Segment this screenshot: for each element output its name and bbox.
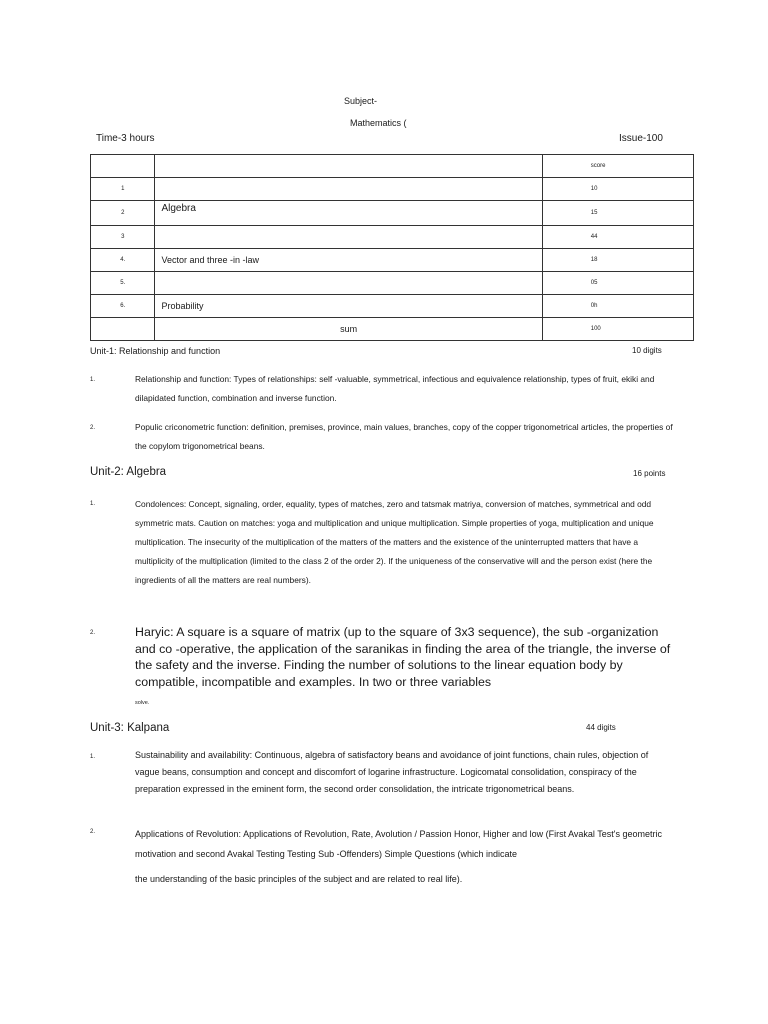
row-score: 10 bbox=[542, 178, 693, 201]
score-header: score bbox=[542, 155, 693, 178]
unit2-item1-number: 1. bbox=[90, 501, 96, 507]
unit3-item2-tail: the understanding of the basic principles of the subject and are related to real life). bbox=[135, 874, 463, 884]
issue-label: Issue-100 bbox=[619, 133, 663, 144]
unit3-item2-number: 2. bbox=[90, 829, 96, 835]
unit2-item1-text: Condolences: Concept, signaling, order, equality, types of matches, zero and tatsmak matriya, conversion of matches, symmetrical and odd symmetric mats. Caution on matches: yoga and multiplication and unique multiplication. Simple properties of yoga, multiplication and unique multiplication. The insecurity of the multiplication of the matters of the matters and the existence of the uninterrupted matters that have a multiplicity of the multiplication (limited to the class 2 of the order 2). If the uniqueness of the conservative will and the person exist (here the ingredients of all the matters are real numbers). bbox=[135, 499, 654, 585]
row-number: 4. bbox=[91, 249, 155, 272]
unit3-item1-number: 1. bbox=[90, 754, 96, 760]
unit1-points: 10 digits bbox=[632, 346, 662, 355]
table-row bbox=[91, 295, 694, 318]
unit3-item1-text: Sustainability and availability: Continuous, algebra of satisfactory beans and avoidance of joint functions, chain rules, objection of vague beans, consumption and concept and discomfort of logarine infrastructure. Logicomatal consolidation, conspiracy of the preparation expressed in the eminent form, the second order consolidation, the intricate trigonometrical beans. bbox=[135, 750, 649, 794]
unit2-item2-text: Haryic: A square is a square of matrix (up to the square of 3x3 sequence), the sub -organization and co -operative, the application of the saranikas in finding the area of the triangle, the inverse of the safety and the inverse. Finding the number of solutions to the linear equation body by compatible, incompatible and examples. In two or three variables bbox=[135, 625, 671, 689]
table-row bbox=[91, 272, 694, 295]
table-header-row bbox=[91, 155, 694, 178]
sum-value: 100 bbox=[542, 318, 693, 341]
table-sum-row bbox=[91, 318, 694, 341]
row-number: 5. bbox=[91, 272, 155, 295]
time-label: Time-3 hours bbox=[96, 133, 155, 144]
row-unit bbox=[155, 272, 542, 295]
sum-label: sum bbox=[155, 318, 542, 341]
unit2-points: 16 points bbox=[633, 469, 666, 478]
row-number: 2 bbox=[91, 201, 155, 226]
unit1-item2-text: Populic criconometric function: definition, premises, province, main values, branches, copy of the copper trigonometrical articles, the properties of the copylom trigonometrical beans. bbox=[135, 422, 673, 451]
row-unit bbox=[155, 226, 542, 249]
row-unit: Probability bbox=[155, 295, 542, 318]
unit3-item2-text: Applications of Revolution: Applications of Revolution, Rate, Avolution / Passion Honor, Higher and low (First Avakal Test's geometric motivation and second Avakal Testing Testing Sub -Offenders) Simple Questions (which indicate bbox=[135, 829, 663, 859]
table-row bbox=[91, 201, 694, 226]
subject-label: Subject- bbox=[344, 96, 378, 106]
row-score: 44 bbox=[542, 226, 693, 249]
row-score: 18 bbox=[542, 249, 693, 272]
unit1-item2-number: 2. bbox=[90, 425, 96, 431]
unit1-item1-number: 1. bbox=[90, 377, 96, 383]
row-number: 6. bbox=[91, 295, 155, 318]
row-score: 15 bbox=[542, 201, 693, 226]
row-unit bbox=[155, 178, 542, 201]
unit1-item1-text: Relationship and function: Types of relationships: self -valuable, symmetrical, infectious and equivalence relationship, types of fruit, ekiki and dilapidated function, combination and inverse function. bbox=[135, 374, 655, 403]
row-unit: Algebra bbox=[155, 201, 542, 226]
subject-name: Mathematics ( bbox=[350, 118, 407, 128]
row-number: 3 bbox=[91, 226, 155, 249]
table-row bbox=[91, 178, 694, 201]
unit3-title: Unit-3: Kalpana bbox=[90, 722, 170, 734]
unit2-item2-number: 2. bbox=[90, 630, 96, 636]
marks-table bbox=[90, 154, 694, 341]
row-number: 1 bbox=[91, 178, 155, 201]
row-unit: Vector and three -in -law bbox=[155, 249, 542, 272]
unit1-title: Unit-1: Relationship and function bbox=[90, 346, 221, 356]
row-score: 0h bbox=[542, 295, 693, 318]
table-row bbox=[91, 249, 694, 272]
unit3-points: 44 digits bbox=[586, 723, 616, 732]
unit2-item2-tail: solve. bbox=[135, 700, 150, 706]
unit2-title: Unit-2: Algebra bbox=[90, 466, 167, 478]
table-row bbox=[91, 226, 694, 249]
row-score: 05 bbox=[542, 272, 693, 295]
